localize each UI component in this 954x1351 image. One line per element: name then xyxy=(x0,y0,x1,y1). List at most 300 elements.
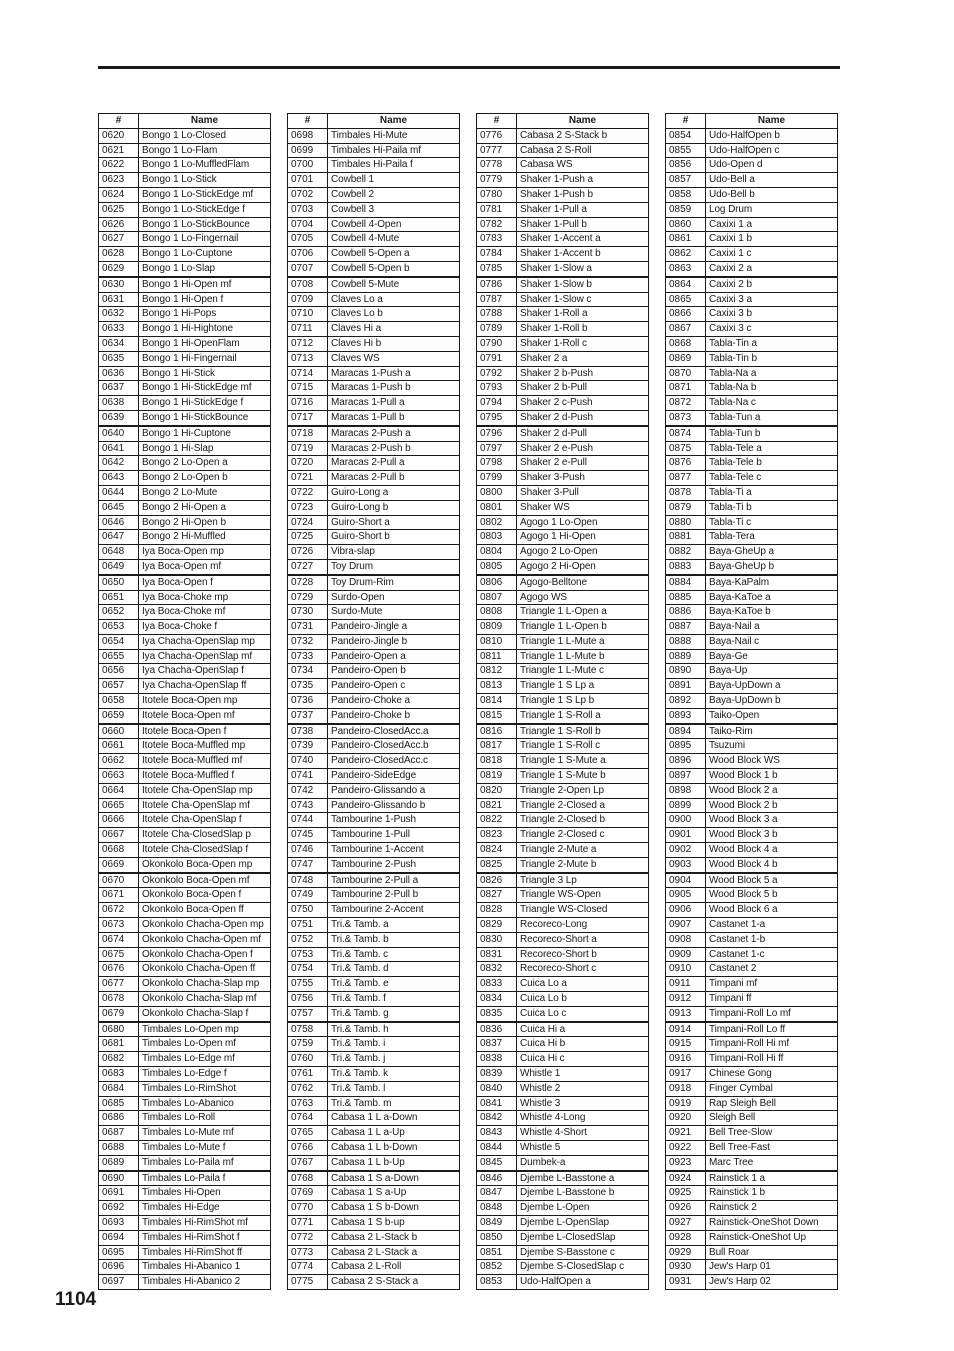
row-name: Baya-Ge xyxy=(706,649,838,664)
row-name: Caxixi 1 a xyxy=(706,217,838,232)
row-number: 0689 xyxy=(99,1155,139,1170)
row-number: 0886 xyxy=(666,605,706,620)
table-row xyxy=(99,620,271,635)
row-number: 0796 xyxy=(477,426,517,441)
row-name: Cabasa 1 S a-Down xyxy=(328,1171,460,1186)
row-number: 0875 xyxy=(666,441,706,456)
row-number: 0675 xyxy=(99,947,139,962)
table-row xyxy=(666,485,838,500)
table-row xyxy=(666,202,838,217)
row-number: 0623 xyxy=(99,173,139,188)
row-number: 0643 xyxy=(99,471,139,486)
row-name: Wood Block 6 a xyxy=(706,903,838,918)
table-row xyxy=(666,1171,838,1186)
row-name: Cuica Hi a xyxy=(517,1022,649,1037)
row-number: 0872 xyxy=(666,396,706,411)
row-number: 0659 xyxy=(99,708,139,723)
row-number: 0669 xyxy=(99,857,139,872)
table-row xyxy=(477,1230,649,1245)
table-row xyxy=(666,590,838,605)
table-row xyxy=(477,500,649,515)
row-number: 0880 xyxy=(666,515,706,530)
table-row xyxy=(99,1171,271,1186)
row-number: 0819 xyxy=(477,769,517,784)
row-number: 0652 xyxy=(99,605,139,620)
row-name: Okonkolo Chacha-Slap mp xyxy=(139,977,271,992)
row-name: Okonkolo Boca-Open f xyxy=(139,888,271,903)
row-number: 0866 xyxy=(666,307,706,322)
table-row xyxy=(99,977,271,992)
row-name: Pandeiro-ClosedAcc.b xyxy=(328,739,460,754)
row-number: 0649 xyxy=(99,559,139,574)
row-name: Iya Boca-Open mp xyxy=(139,545,271,560)
row-number: 0708 xyxy=(288,277,328,292)
row-name: Pandeiro-Choke a xyxy=(328,694,460,709)
table-row xyxy=(477,992,649,1007)
row-number: 0838 xyxy=(477,1052,517,1067)
row-name: Udo-HalfOpen b xyxy=(706,128,838,143)
row-name: Taiko-Open xyxy=(706,708,838,723)
table-row xyxy=(99,1201,271,1216)
row-name: Bongo 1 Lo-StickEdge mf xyxy=(139,187,271,202)
row-number: 0828 xyxy=(477,903,517,918)
row-name: Timbales Hi-Abanico 1 xyxy=(139,1260,271,1275)
row-name: Triangle 1 L-Mute c xyxy=(517,664,649,679)
row-name: Claves Lo a xyxy=(328,292,460,307)
row-number: 0757 xyxy=(288,1006,328,1021)
table-row xyxy=(99,217,271,232)
row-number: 0868 xyxy=(666,336,706,351)
multisample-table xyxy=(287,113,460,1290)
row-number: 0762 xyxy=(288,1081,328,1096)
row-number: 0686 xyxy=(99,1111,139,1126)
table-row xyxy=(288,187,460,202)
row-number: 0894 xyxy=(666,724,706,739)
row-number: 0898 xyxy=(666,783,706,798)
row-number: 0714 xyxy=(288,366,328,381)
table-row xyxy=(666,1245,838,1260)
table-row xyxy=(477,485,649,500)
row-name: Wood Block 3 b xyxy=(706,828,838,843)
row-number: 0843 xyxy=(477,1126,517,1141)
table-row xyxy=(99,857,271,872)
row-number: 0917 xyxy=(666,1067,706,1082)
table-row xyxy=(99,1245,271,1260)
row-number: 0688 xyxy=(99,1140,139,1155)
row-number: 0907 xyxy=(666,918,706,933)
table-row xyxy=(666,456,838,471)
header-number: # xyxy=(288,114,328,129)
row-number: 0696 xyxy=(99,1260,139,1275)
header-number: # xyxy=(666,114,706,129)
row-number: 0750 xyxy=(288,903,328,918)
table-row xyxy=(99,708,271,723)
row-number: 0817 xyxy=(477,739,517,754)
row-name: Tsuzumi xyxy=(706,739,838,754)
row-name: Cuica Lo c xyxy=(517,1006,649,1021)
row-name: Bongo 1 Hi-Stick xyxy=(139,366,271,381)
table-row xyxy=(666,1140,838,1155)
page-number: 1104 xyxy=(55,1289,97,1310)
row-number: 0856 xyxy=(666,158,706,173)
row-number: 0668 xyxy=(99,843,139,858)
table-row xyxy=(477,277,649,292)
header-number: # xyxy=(99,114,139,129)
row-name: Shaker 1-Roll a xyxy=(517,307,649,322)
header-number: # xyxy=(477,114,517,129)
row-name: Caxixi 3 b xyxy=(706,307,838,322)
table-row xyxy=(288,888,460,903)
row-number: 0834 xyxy=(477,992,517,1007)
row-name: Shaker 2 b-Pull xyxy=(517,381,649,396)
row-name: Tri.& Tamb. g xyxy=(328,1006,460,1021)
table-row xyxy=(666,1111,838,1126)
row-number: 0633 xyxy=(99,322,139,337)
row-name: Bongo 1 Lo-Stick xyxy=(139,173,271,188)
row-number: 0679 xyxy=(99,1006,139,1021)
row-name: Shaker 1-Push b xyxy=(517,187,649,202)
table-row xyxy=(666,500,838,515)
table-row xyxy=(477,410,649,425)
row-number: 0893 xyxy=(666,708,706,723)
row-number: 0888 xyxy=(666,634,706,649)
row-name: Timbales Hi-Mute xyxy=(328,128,460,143)
row-number: 0765 xyxy=(288,1126,328,1141)
table-row xyxy=(99,128,271,143)
table-row xyxy=(288,559,460,574)
row-name: Cowbell 4-Open xyxy=(328,217,460,232)
table-row xyxy=(477,441,649,456)
row-number: 0674 xyxy=(99,932,139,947)
row-number: 0895 xyxy=(666,739,706,754)
table-row xyxy=(99,724,271,739)
table-row xyxy=(99,202,271,217)
row-name: Cowbell 5-Mute xyxy=(328,277,460,292)
row-number: 0804 xyxy=(477,545,517,560)
row-number: 0635 xyxy=(99,351,139,366)
row-number: 0899 xyxy=(666,798,706,813)
table-row xyxy=(666,1260,838,1275)
row-number: 0770 xyxy=(288,1201,328,1216)
row-number: 0769 xyxy=(288,1186,328,1201)
row-number: 0753 xyxy=(288,947,328,962)
row-name: Shaker 1-Slow c xyxy=(517,292,649,307)
row-number: 0786 xyxy=(477,277,517,292)
table-row xyxy=(477,128,649,143)
row-name: Bongo 1 Hi-StickEdge mf xyxy=(139,381,271,396)
row-name: Maracas 1-Push b xyxy=(328,381,460,396)
row-number: 0903 xyxy=(666,857,706,872)
row-name: Iya Chacha-OpenSlap mf xyxy=(139,649,271,664)
table-row xyxy=(666,559,838,574)
row-number: 0929 xyxy=(666,1245,706,1260)
table-row xyxy=(99,1037,271,1052)
row-number: 0707 xyxy=(288,261,328,276)
row-number: 0827 xyxy=(477,888,517,903)
row-number: 0859 xyxy=(666,202,706,217)
row-name: Triangle 1 S Lp b xyxy=(517,694,649,709)
row-number: 0797 xyxy=(477,441,517,456)
row-name: Iya Chacha-OpenSlap ff xyxy=(139,679,271,694)
row-name: Caxixi 2 a xyxy=(706,261,838,276)
table-row xyxy=(477,202,649,217)
table-row xyxy=(99,947,271,962)
row-number: 0662 xyxy=(99,754,139,769)
row-name: Tambourine 2-Push xyxy=(328,857,460,872)
row-name: Cuica Lo a xyxy=(517,977,649,992)
table-row xyxy=(288,1052,460,1067)
row-number: 0716 xyxy=(288,396,328,411)
row-name: Itotele Cha-OpenSlap f xyxy=(139,813,271,828)
row-name: Timpani-Roll Lo mf xyxy=(706,1006,838,1021)
row-name: Timbales Hi-Open xyxy=(139,1186,271,1201)
row-number: 0905 xyxy=(666,888,706,903)
table-column-4 xyxy=(665,113,838,1290)
table-row xyxy=(477,158,649,173)
table-row xyxy=(477,932,649,947)
table-row xyxy=(288,708,460,723)
row-number: 0914 xyxy=(666,1022,706,1037)
row-number: 0680 xyxy=(99,1022,139,1037)
table-row xyxy=(99,590,271,605)
row-name: Caxixi 1 c xyxy=(706,247,838,262)
table-row xyxy=(477,857,649,872)
row-number: 0844 xyxy=(477,1140,517,1155)
table-row xyxy=(666,292,838,307)
row-name: Caxixi 1 b xyxy=(706,232,838,247)
row-name: Rainstick 1 b xyxy=(706,1186,838,1201)
table-row xyxy=(99,605,271,620)
table-row xyxy=(477,1111,649,1126)
row-number: 0657 xyxy=(99,679,139,694)
table-row xyxy=(666,769,838,784)
row-name: Shaker 1-Roll c xyxy=(517,336,649,351)
table-row xyxy=(99,247,271,262)
table-row xyxy=(288,873,460,888)
row-name: Maracas 1-Pull b xyxy=(328,410,460,425)
row-number: 0809 xyxy=(477,620,517,635)
row-name: Log Drum xyxy=(706,202,838,217)
table-row xyxy=(99,1230,271,1245)
table-row xyxy=(666,932,838,947)
row-name: Tambourine 1-Accent xyxy=(328,843,460,858)
row-name: Bongo 1 Hi-Cuptone xyxy=(139,426,271,441)
table-row xyxy=(288,351,460,366)
table-row xyxy=(288,202,460,217)
row-number: 0836 xyxy=(477,1022,517,1037)
row-number: 0810 xyxy=(477,634,517,649)
table-row xyxy=(477,620,649,635)
row-name: Timbales Hi-Edge xyxy=(139,1201,271,1216)
row-name: Bongo 1 Hi-StickBounce xyxy=(139,410,271,425)
row-name: Timbales Hi-RimShot ff xyxy=(139,1245,271,1260)
row-number: 0722 xyxy=(288,485,328,500)
row-number: 0901 xyxy=(666,828,706,843)
table-row xyxy=(99,754,271,769)
row-name: Baya-KaToe a xyxy=(706,590,838,605)
row-name: Timbales Lo-Roll xyxy=(139,1111,271,1126)
row-number: 0698 xyxy=(288,128,328,143)
row-name: Recoreco-Short b xyxy=(517,947,649,962)
row-number: 0798 xyxy=(477,456,517,471)
row-name: Okonkolo Chacha-Open mp xyxy=(139,918,271,933)
table-row xyxy=(99,500,271,515)
table-row xyxy=(477,1022,649,1037)
row-name: Triangle WS-Closed xyxy=(517,903,649,918)
row-name: Baya-Up xyxy=(706,664,838,679)
row-number: 0816 xyxy=(477,724,517,739)
row-name: Bongo 1 Hi-Open mf xyxy=(139,277,271,292)
row-number: 0925 xyxy=(666,1186,706,1201)
table-row xyxy=(666,307,838,322)
table-row xyxy=(288,1245,460,1260)
table-row xyxy=(666,843,838,858)
row-number: 0622 xyxy=(99,158,139,173)
table-row xyxy=(99,187,271,202)
row-name: Wood Block WS xyxy=(706,754,838,769)
table-row xyxy=(477,708,649,723)
row-name: Shaker 1-Slow a xyxy=(517,261,649,276)
row-name: Shaker WS xyxy=(517,500,649,515)
row-name: Cabasa 2 S-Roll xyxy=(517,143,649,158)
table-row xyxy=(666,1081,838,1096)
row-name: Tri.& Tamb. f xyxy=(328,992,460,1007)
row-number: 0818 xyxy=(477,754,517,769)
table-row xyxy=(288,1186,460,1201)
row-number: 0774 xyxy=(288,1260,328,1275)
row-name: Timbales Hi-RimShot mf xyxy=(139,1215,271,1230)
row-name: Itotele Cha-ClosedSlap f xyxy=(139,843,271,858)
row-name: Okonkolo Boca-Open mf xyxy=(139,873,271,888)
row-number: 0699 xyxy=(288,143,328,158)
row-number: 0801 xyxy=(477,500,517,515)
row-name: Triangle 1 L-Mute a xyxy=(517,634,649,649)
row-number: 0867 xyxy=(666,322,706,337)
row-name: Bongo 2 Lo-Open a xyxy=(139,456,271,471)
row-name: Djembe L-ClosedSlap xyxy=(517,1230,649,1245)
table-row xyxy=(99,1186,271,1201)
row-name: Iya Chacha-OpenSlap mp xyxy=(139,634,271,649)
table-row xyxy=(288,1230,460,1245)
row-number: 0787 xyxy=(477,292,517,307)
table-row xyxy=(477,649,649,664)
row-number: 0660 xyxy=(99,724,139,739)
row-name: Bongo 2 Hi-Open b xyxy=(139,515,271,530)
row-number: 0735 xyxy=(288,679,328,694)
table-row xyxy=(477,1037,649,1052)
row-number: 0641 xyxy=(99,441,139,456)
row-number: 0756 xyxy=(288,992,328,1007)
table-row xyxy=(288,857,460,872)
row-number: 0761 xyxy=(288,1067,328,1082)
table-row xyxy=(99,173,271,188)
table-row xyxy=(477,769,649,784)
row-number: 0624 xyxy=(99,187,139,202)
table-row xyxy=(477,813,649,828)
table-row xyxy=(477,798,649,813)
table-row xyxy=(666,620,838,635)
row-number: 0883 xyxy=(666,559,706,574)
row-name: Wood Block 4 b xyxy=(706,857,838,872)
row-number: 0625 xyxy=(99,202,139,217)
table-row xyxy=(477,322,649,337)
row-number: 0650 xyxy=(99,575,139,590)
row-number: 0667 xyxy=(99,828,139,843)
row-number: 0877 xyxy=(666,471,706,486)
table-row xyxy=(288,575,460,590)
row-name: Iya Boca-Choke mf xyxy=(139,605,271,620)
row-name: Timbales Lo-Edge mf xyxy=(139,1052,271,1067)
row-number: 0741 xyxy=(288,769,328,784)
row-name: Itotele Boca-Open mf xyxy=(139,708,271,723)
row-number: 0882 xyxy=(666,545,706,560)
table-row xyxy=(288,798,460,813)
row-number: 0671 xyxy=(99,888,139,903)
row-number: 0913 xyxy=(666,1006,706,1021)
row-name: Cabasa 2 S-Stack a xyxy=(328,1275,460,1290)
row-number: 0900 xyxy=(666,813,706,828)
table-row xyxy=(288,813,460,828)
table-row xyxy=(288,1006,460,1021)
row-number: 0771 xyxy=(288,1215,328,1230)
table-row xyxy=(288,783,460,798)
row-number: 0829 xyxy=(477,918,517,933)
row-name: Baya-Nail a xyxy=(706,620,838,635)
row-name: Timbales Lo-Paila f xyxy=(139,1171,271,1186)
row-name: Castanet 1-b xyxy=(706,932,838,947)
table-row xyxy=(477,694,649,709)
row-name: Pandeiro-SideEdge xyxy=(328,769,460,784)
row-number: 0861 xyxy=(666,232,706,247)
table-row xyxy=(666,471,838,486)
row-number: 0781 xyxy=(477,202,517,217)
table-row xyxy=(477,1245,649,1260)
row-name: Bongo 1 Lo-Cuptone xyxy=(139,247,271,262)
row-name: Tabla-Na a xyxy=(706,366,838,381)
row-name: Udo-Bell a xyxy=(706,173,838,188)
row-number: 0697 xyxy=(99,1275,139,1290)
row-number: 0814 xyxy=(477,694,517,709)
table-row xyxy=(288,694,460,709)
table-row xyxy=(99,1006,271,1021)
row-number: 0638 xyxy=(99,396,139,411)
header-name: Name xyxy=(706,114,838,129)
row-number: 0931 xyxy=(666,1275,706,1290)
table-row xyxy=(666,1052,838,1067)
row-name: Cabasa 2 L-Roll xyxy=(328,1260,460,1275)
table-row xyxy=(288,545,460,560)
table-row xyxy=(99,1275,271,1290)
table-row xyxy=(477,575,649,590)
row-name: Triangle 2-Closed c xyxy=(517,828,649,843)
row-number: 0928 xyxy=(666,1230,706,1245)
table-row xyxy=(99,649,271,664)
table-row xyxy=(477,396,649,411)
row-name: Iya Chacha-OpenSlap f xyxy=(139,664,271,679)
row-name: Cabasa 2 L-Stack a xyxy=(328,1245,460,1260)
table-row xyxy=(666,1275,838,1290)
table-row xyxy=(666,232,838,247)
row-number: 0634 xyxy=(99,336,139,351)
row-name: Cowbell 5-Open b xyxy=(328,261,460,276)
table-row xyxy=(477,903,649,918)
row-name: Vibra-slap xyxy=(328,545,460,560)
table-row xyxy=(99,261,271,276)
row-name: Cuica Hi b xyxy=(517,1037,649,1052)
row-name: Whistle 1 xyxy=(517,1067,649,1082)
row-name: Bell Tree-Slow xyxy=(706,1126,838,1141)
row-name: Shaker 2 d-Pull xyxy=(517,426,649,441)
